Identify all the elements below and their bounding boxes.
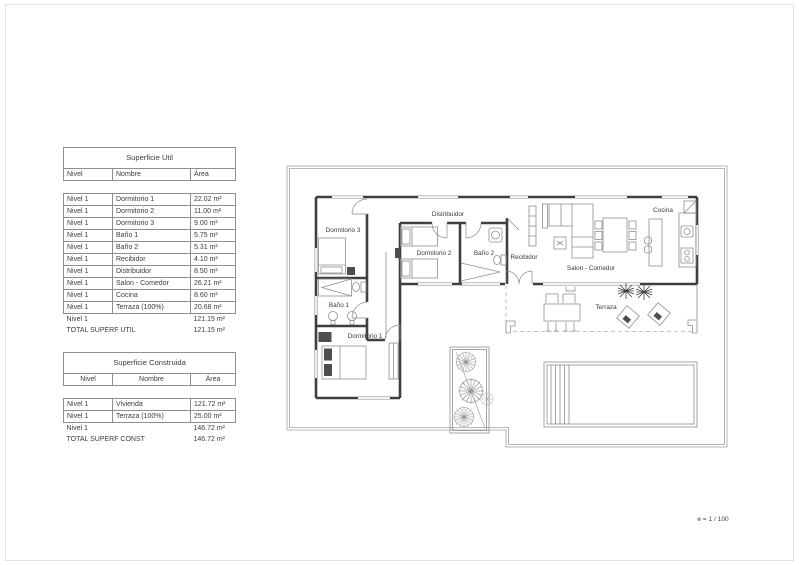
total-area: 146.72 m² (193, 436, 226, 443)
total-label: TOTAL SUPERF UTIL (66, 327, 136, 334)
cell-area: 22.02 m² (191, 194, 236, 206)
cell-nombre: Terraza (100%) (113, 302, 191, 314)
cell-nivel: Nivel 1 (64, 230, 113, 242)
header-nivel: Nivel (64, 374, 113, 386)
pillow (402, 229, 410, 244)
tree (456, 352, 477, 373)
chair (629, 221, 636, 229)
header-nombre: Nombre (113, 374, 191, 386)
outdoor-chairs-bottom (546, 322, 577, 331)
wardrobe (319, 332, 332, 342)
cell-nivel: Nivel 1 (64, 399, 113, 411)
sofa (549, 204, 593, 258)
room-label-salon-comedor: Salon - Comedor (566, 265, 616, 272)
bed (401, 259, 438, 278)
cell-nombre: Dormitorio 2 (113, 206, 191, 218)
pillow (324, 364, 332, 376)
door-dormitorio1 (385, 325, 400, 340)
cell-area: 25.00 m² (191, 411, 236, 423)
cell-nombre: Cocina (113, 290, 191, 302)
cell-nivel: Nivel 1 (64, 290, 113, 302)
door-bano1 (352, 302, 367, 318)
door-recibidor (507, 218, 519, 230)
shelf (543, 204, 548, 228)
terrace-plant (618, 283, 634, 299)
terrace-step-right (688, 320, 697, 333)
header-area: Área (191, 374, 236, 386)
dining-table (603, 218, 627, 252)
stool (645, 246, 652, 253)
dormitorio3-furniture (319, 238, 356, 275)
cell-nombre: Baño 2 (113, 242, 191, 254)
chair (595, 232, 602, 240)
total-label: TOTAL SUPERF CONST (66, 436, 145, 443)
terrace-plant (636, 284, 652, 300)
tree (458, 378, 483, 403)
room-label-recibidor: Recibidor (510, 254, 538, 261)
toilet-tank (501, 255, 506, 265)
cell-nivel: Nivel 1 (64, 266, 113, 278)
wardrobe (395, 248, 400, 258)
cell-nivel: Nivel 1 (64, 242, 113, 254)
cell-area: 20.68 m² (191, 302, 236, 314)
room-label-dormitorio2: Dormitorio 2 (416, 250, 452, 257)
lounge-chair (648, 303, 671, 326)
chair (595, 242, 602, 250)
bed (401, 227, 438, 246)
toilet (353, 283, 360, 292)
door-bano2 (466, 223, 481, 238)
cell-nombre: Salon - Comedor (113, 278, 191, 290)
chair (629, 242, 636, 250)
header-nombre: Nombre (113, 169, 191, 181)
room-label-dormitorio1: Dormitorio 1 (347, 333, 383, 340)
lounge-chair (617, 306, 640, 329)
nightstand (347, 267, 355, 275)
table-title: Superficie Construida (64, 353, 236, 374)
cell-area: 5.31 m² (191, 242, 236, 254)
toilet-tank (361, 282, 366, 292)
kitchen-sink (681, 226, 693, 237)
door-dormitorio2 (432, 223, 447, 238)
cell-nivel: Nivel 1 (64, 218, 113, 230)
tree (480, 392, 493, 405)
cell-area: 26.21 m² (191, 278, 236, 290)
room-label-bano2: Baño 2 (473, 250, 495, 257)
cell-nivel: Nivel 1 (66, 424, 88, 432)
kitchen-counter (679, 213, 696, 267)
cell-area: 5.75 m² (191, 230, 236, 242)
pillow (324, 349, 332, 361)
door-dormitorio3 (352, 199, 367, 214)
cell-nivel: Nivel 1 (64, 206, 113, 218)
room-label-dormitorio3: Dormitorio 3 (325, 227, 361, 234)
room-label-bano1: Baño 1 (328, 302, 350, 309)
cell-area: 121.15 m² (193, 315, 226, 323)
cell-area: 4.10 m² (191, 254, 236, 266)
pool (544, 362, 697, 427)
cell-nombre: Vivienda (113, 399, 191, 411)
chair (629, 232, 636, 240)
cell-nivel: Nivel 1 (64, 411, 113, 423)
room-labels (326, 207, 674, 340)
dormitorio1-furniture (319, 252, 399, 379)
cell-nivel: Nivel 1 (64, 254, 113, 266)
cell-area: 8.50 m² (191, 266, 236, 278)
outdoor-chairs-top (546, 294, 575, 303)
doors (352, 199, 532, 340)
house-walls (316, 197, 697, 398)
cell-nivel: Nivel 1 (66, 315, 88, 323)
cell-nombre: Baño 1 (113, 230, 191, 242)
cell-area: 9.00 m² (191, 218, 236, 230)
recibidor-furniture (529, 204, 548, 246)
cell-area: 121.72 m² (191, 399, 236, 411)
cell-nombre: Distribuidor (113, 266, 191, 278)
cell-area: 8.60 m² (191, 290, 236, 302)
total-area: 121.15 m² (193, 327, 226, 334)
cell-area: 146.72 m² (193, 424, 226, 432)
cell-nivel: Nivel 1 (64, 302, 113, 314)
cell-area: 11.00 m² (191, 206, 236, 218)
room-label-cocina: Cocina (653, 207, 673, 214)
room-label-distribuidor: Distribuidor (431, 211, 465, 218)
cell-nombre: Terraza (100%) (113, 411, 191, 423)
scale-note: e = 1 / 100 (697, 516, 729, 523)
sink (492, 231, 500, 239)
planter (450, 347, 494, 433)
outdoor-table (544, 304, 580, 321)
cell-nombre: Dormitorio 3 (113, 218, 191, 230)
pillow (402, 261, 410, 276)
cell-nombre: Recibidor (113, 254, 191, 266)
salon-furniture (549, 204, 636, 258)
sink-counter (489, 228, 502, 242)
room-label-terraza: Terraza (595, 304, 617, 311)
stool (645, 237, 652, 244)
cell-nombre: Dormitorio 1 (113, 194, 191, 206)
toilet (494, 256, 501, 265)
header-area: Área (191, 169, 236, 181)
shower (461, 263, 500, 281)
shower (319, 279, 352, 296)
chair (595, 221, 602, 229)
front-door (506, 271, 532, 284)
tree (454, 407, 475, 428)
cell-nivel: Nivel 1 (64, 194, 113, 206)
cell-nivel: Nivel 1 (64, 278, 113, 290)
header-nivel: Nivel (64, 169, 113, 181)
table-title: Superficie Util (64, 148, 236, 169)
sink (329, 312, 338, 321)
